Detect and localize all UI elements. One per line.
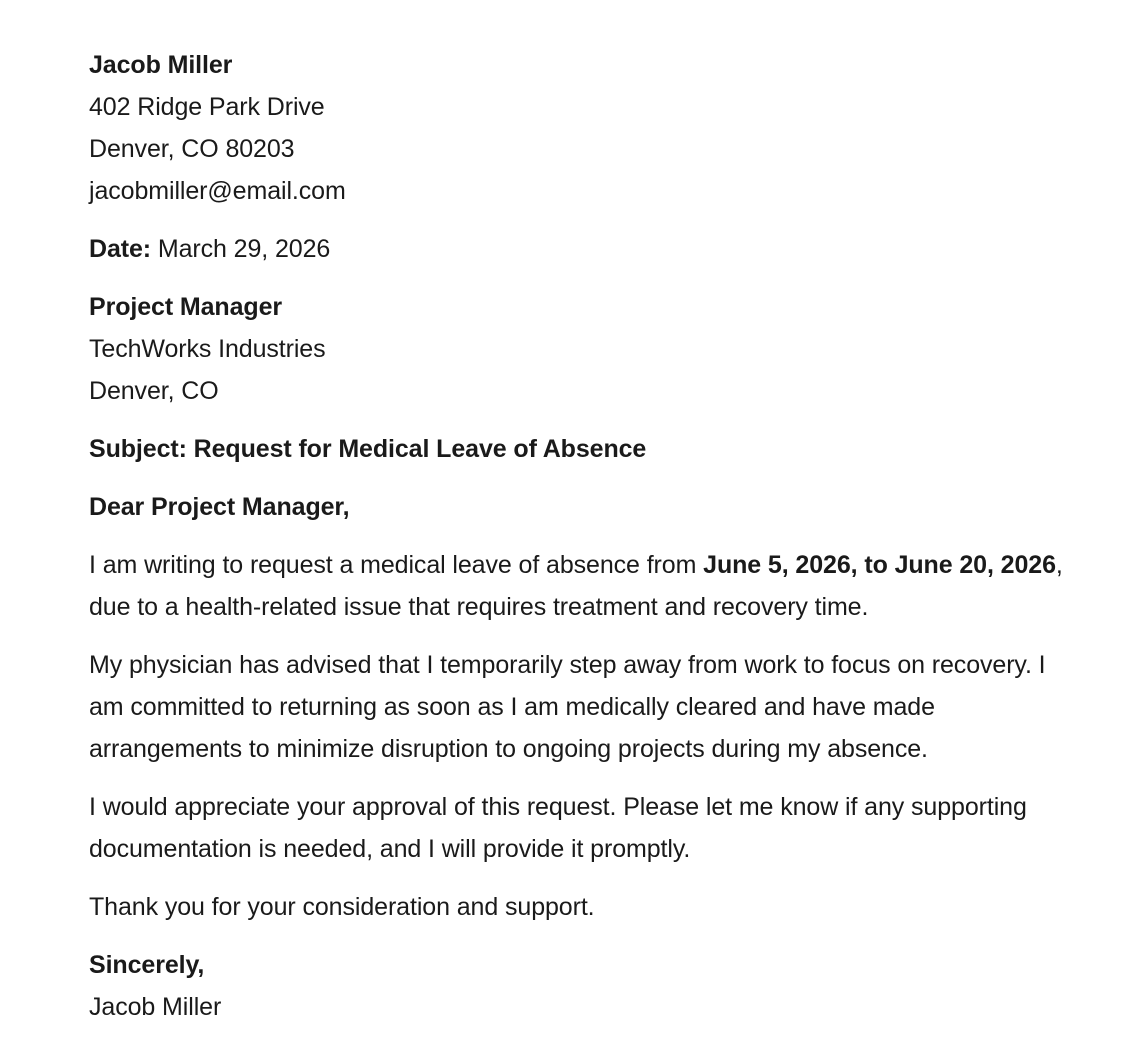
body-paragraph-1 xyxy=(89,544,1072,628)
salutation-line: Dear Project Manager, xyxy=(89,493,350,521)
closing-phrase: Sincerely, xyxy=(89,951,205,979)
date-label: Date: xyxy=(89,235,152,263)
body-paragraph-2: My physician has advised that I temporarily step away from work to focus on recovery. I am committed to returning as soon as I am medically cleared and have made arrangements to minimize disruption to ongoing projects during my absence. xyxy=(89,651,1046,763)
closing-block xyxy=(89,944,1072,1028)
salutation-block xyxy=(89,486,1072,528)
sender-street: 402 Ridge Park Drive xyxy=(89,93,325,121)
recipient-location: Denver, CO xyxy=(89,377,219,405)
sender-city-state-zip: Denver, CO 80203 xyxy=(89,135,295,163)
recipient-company: TechWorks Industries xyxy=(89,335,326,363)
paragraph-1-text-after: , due to a health-related issue that requires treatment and recovery time. xyxy=(89,551,1063,621)
signature-name: Jacob Miller xyxy=(89,993,222,1021)
date-value: March 29, 2026 xyxy=(151,235,331,263)
sender-name: Jacob Miller xyxy=(89,51,233,79)
leave-date-range: June 5, 2026, to June 20, 2026 xyxy=(703,551,1056,579)
body-paragraph-3: I would appreciate your approval of this request. Please let me know if any supporting documentation is needed, and I will provide it promptly. xyxy=(89,793,1027,863)
sender-address-block xyxy=(89,44,1072,212)
recipient-title: Project Manager xyxy=(89,293,283,321)
subject-block xyxy=(89,428,1072,470)
body-paragraph-4: Thank you for your consideration and support. xyxy=(89,893,595,921)
sender-email: jacobmiller@email.com xyxy=(89,177,346,205)
subject-line: Subject: Request for Medical Leave of Absence xyxy=(89,435,647,463)
recipient-address-block xyxy=(89,286,1072,412)
date-line xyxy=(89,228,1072,270)
date-block xyxy=(89,228,1072,270)
paragraph-1-text-before: I am writing to request a medical leave of absence from xyxy=(89,551,704,579)
